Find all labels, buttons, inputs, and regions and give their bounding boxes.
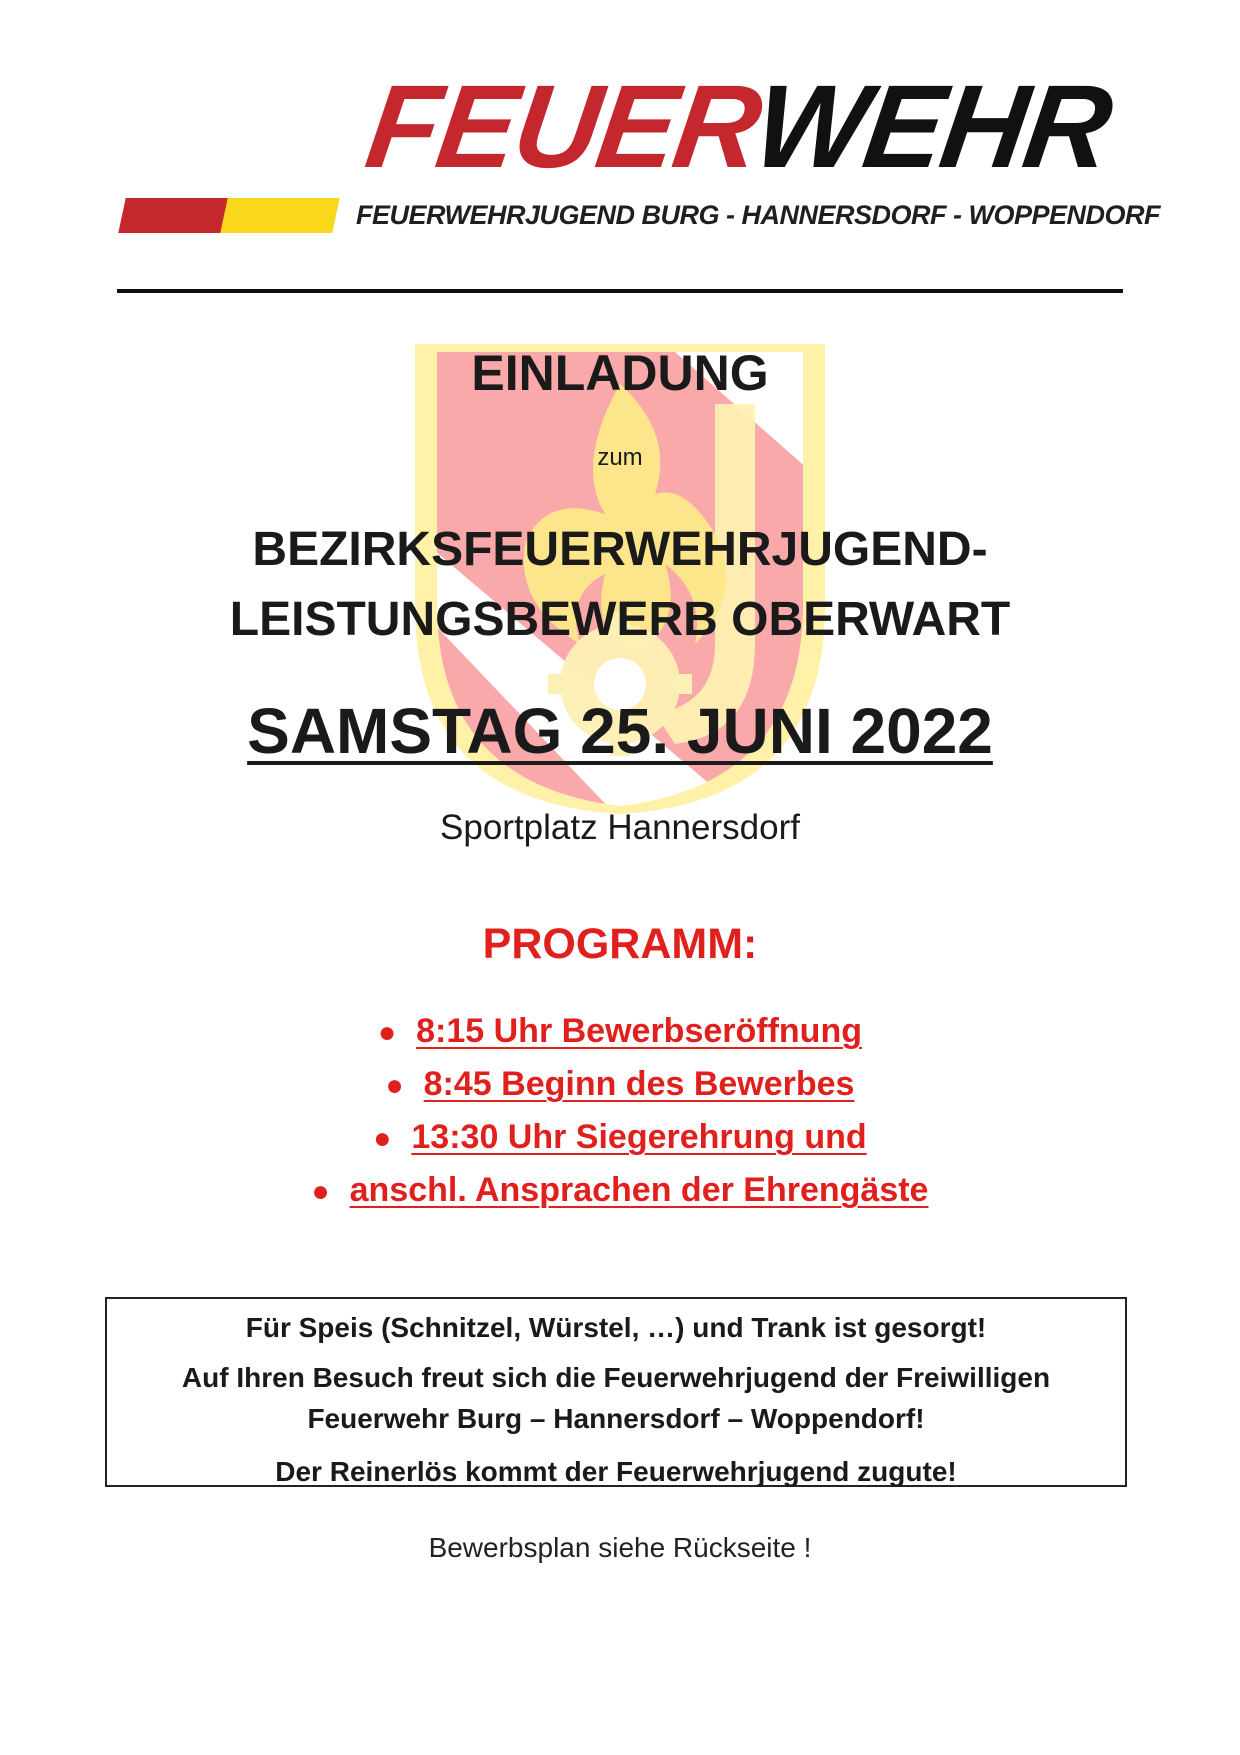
logo-subtitle: FEUERWEHRJUGEND BURG - HANNERSDORF - WOPPENDORF	[356, 200, 1161, 230]
invitation-title: EINLADUNG	[471, 345, 769, 401]
logo-stripe-yellow	[220, 198, 339, 233]
event-name	[0, 515, 1240, 655]
program-item: ● 8:15 Uhr Bewerbseröffnung	[0, 1005, 1240, 1058]
program-heading: PROGRAMM:	[482, 920, 758, 968]
info-welcome-line2: Feuerwehr Burg – Hannersdorf – Woppendorf!	[307, 1403, 925, 1434]
bullet-icon: ●	[385, 1069, 404, 1102]
logo-word-wehr: WEHR	[746, 61, 1118, 193]
info-welcome-line1: Auf Ihren Besuch freut sich die Feuerwehrjugend der Freiwilligen	[181, 1362, 1051, 1393]
bullet-icon: ●	[373, 1122, 392, 1155]
event-name-line1: BEZIRKSFEUERWEHRJUGEND-	[252, 523, 988, 576]
program-item: ● 8:45 Beginn des Bewerbes	[0, 1058, 1240, 1111]
program-item: ● anschl. Ansprachen der Ehrengäste	[0, 1164, 1240, 1217]
info-proceeds: Der Reinerlös kommt der Feuerwehrjugend zugute!	[275, 1456, 957, 1487]
event-venue: Sportplatz Hannersdorf	[440, 808, 800, 847]
event-date-text: SAMSTAG 25. JUNI 2022	[247, 695, 993, 767]
bullet-icon: ●	[311, 1175, 330, 1208]
logo-word-feuer: FEUER	[359, 61, 766, 193]
info-box	[105, 1297, 1127, 1487]
header-divider	[117, 289, 1123, 293]
event-name-line2: LEISTUNGSBEWERB OBERWART	[229, 593, 1011, 646]
event-date	[0, 694, 1240, 768]
info-food: Für Speis (Schnitzel, Würstel, …) und Trank ist gesorgt!	[245, 1312, 987, 1343]
logo-stripe-red	[118, 198, 237, 233]
invitation-zum: zum	[597, 444, 643, 471]
feuerwehr-logo	[359, 61, 1118, 193]
program-item: ● 13:30 Uhr Siegerehrung und	[0, 1111, 1240, 1164]
footer-note: Bewerbsplan siehe Rückseite !	[428, 1532, 812, 1563]
program-list	[0, 1005, 1240, 1217]
bullet-icon: ●	[378, 1016, 397, 1049]
